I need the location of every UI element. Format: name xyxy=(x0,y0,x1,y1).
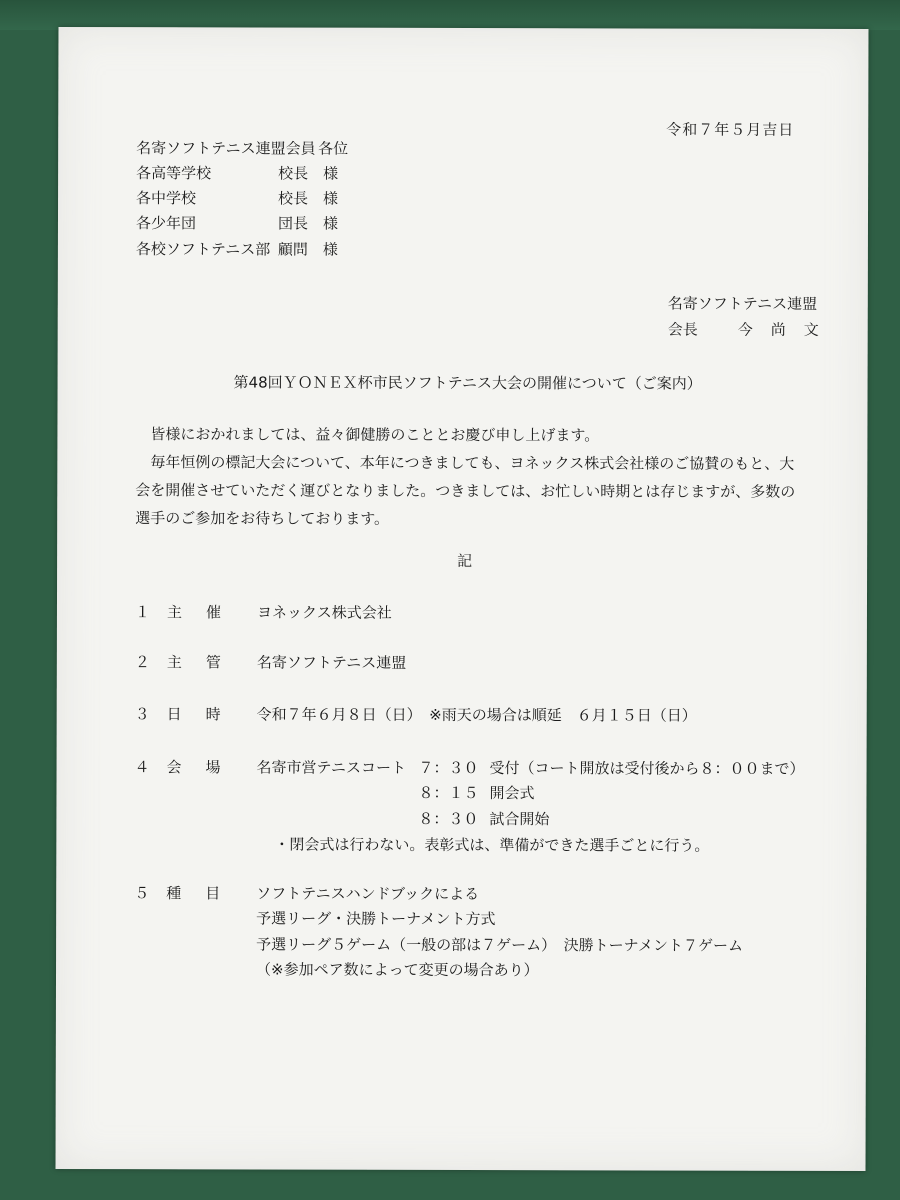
venue-name: 名寄市営テニスコート xyxy=(256,758,406,777)
item-value: ヨネックス株式会社 xyxy=(256,603,392,622)
item-number: １ xyxy=(134,603,151,622)
item-value: 名寄ソフトテニス連盟 xyxy=(256,653,407,672)
document-title: 第48回ＹＯＮＥＸ杯市民ソフトテニス大会の開催について（ご案内） xyxy=(233,373,702,393)
greeting-paragraph: 皆様におかれましては、益々御健勝のこととお慶び申し上げます。 xyxy=(150,425,600,445)
item-number: ５ xyxy=(134,884,150,903)
item-label: 主管 xyxy=(166,653,245,672)
recipient-title: 団長 様 xyxy=(277,214,339,233)
item-number: ３ xyxy=(134,705,150,724)
ki-heading: 記 xyxy=(457,551,473,571)
item-label: 種目 xyxy=(166,884,245,903)
item-label: 主催 xyxy=(166,603,246,622)
sender-role: 会長 xyxy=(667,320,698,339)
events-line: （※参加ペア数によって変更の場合あり） xyxy=(256,960,539,980)
recipient-name: 各少年団 xyxy=(135,214,197,233)
schedule-event: 試合開始 xyxy=(489,810,550,829)
item-number: ２ xyxy=(134,653,150,672)
schedule-event: 受付（コート開放は受付後から８：００まで） xyxy=(489,759,805,778)
sender-name: 今尚文 xyxy=(737,320,837,339)
item-label: 会場 xyxy=(166,758,245,777)
schedule-event: 開会式 xyxy=(489,784,535,803)
sender-organization: 名寄ソフトテニス連盟 xyxy=(667,294,818,313)
recipient-title: 校長 様 xyxy=(278,164,339,183)
body-paragraph: 毎年恒例の標記大会について、本年につきましても、ヨネックス株式会社様のご協賛のもと、大会を開催させていただく運びとなりました。つきましては、お忙しい時期とは存じますが、多数の選手のご参加をお待ちしております。 xyxy=(135,453,796,528)
recipient-name: 各高等学校 xyxy=(136,164,212,183)
document-date: 令和７年５月吉日 xyxy=(666,120,795,139)
recipient-name: 名寄ソフトテニス連盟会員 xyxy=(136,139,316,158)
schedule-time: ８：１５ xyxy=(418,783,479,803)
recipient-title: 顧問 様 xyxy=(277,240,338,259)
events-line: 予選リーグ・決勝トーナメント方式 xyxy=(256,909,496,929)
recipient-name: 各校ソフトテニス部 xyxy=(135,240,271,259)
events-line: ソフトテニスハンドブックによる xyxy=(256,884,480,904)
schedule-time: ７：３０ xyxy=(418,758,479,778)
recipient-name: 各中学校 xyxy=(136,189,197,208)
item-label: 日時 xyxy=(166,705,245,724)
board-background xyxy=(0,0,900,30)
venue-note: ・閉会式は行わない。表彰式は、準備ができた選手ごとに行う。 xyxy=(274,835,710,855)
recipient-title: 各位 xyxy=(318,139,349,158)
item-number: ４ xyxy=(134,758,150,777)
item-value: 令和７年６月８日（日） ※雨天の場合は順延 ６月１５日（日） xyxy=(256,705,697,725)
schedule-time: ８：３０ xyxy=(418,809,479,829)
document-page xyxy=(56,27,869,1171)
recipient-title: 校長 様 xyxy=(278,189,339,208)
events-line: 予選リーグ５ゲーム（一般の部は７ゲーム） 決勝トーナメント７ゲーム xyxy=(256,935,744,955)
